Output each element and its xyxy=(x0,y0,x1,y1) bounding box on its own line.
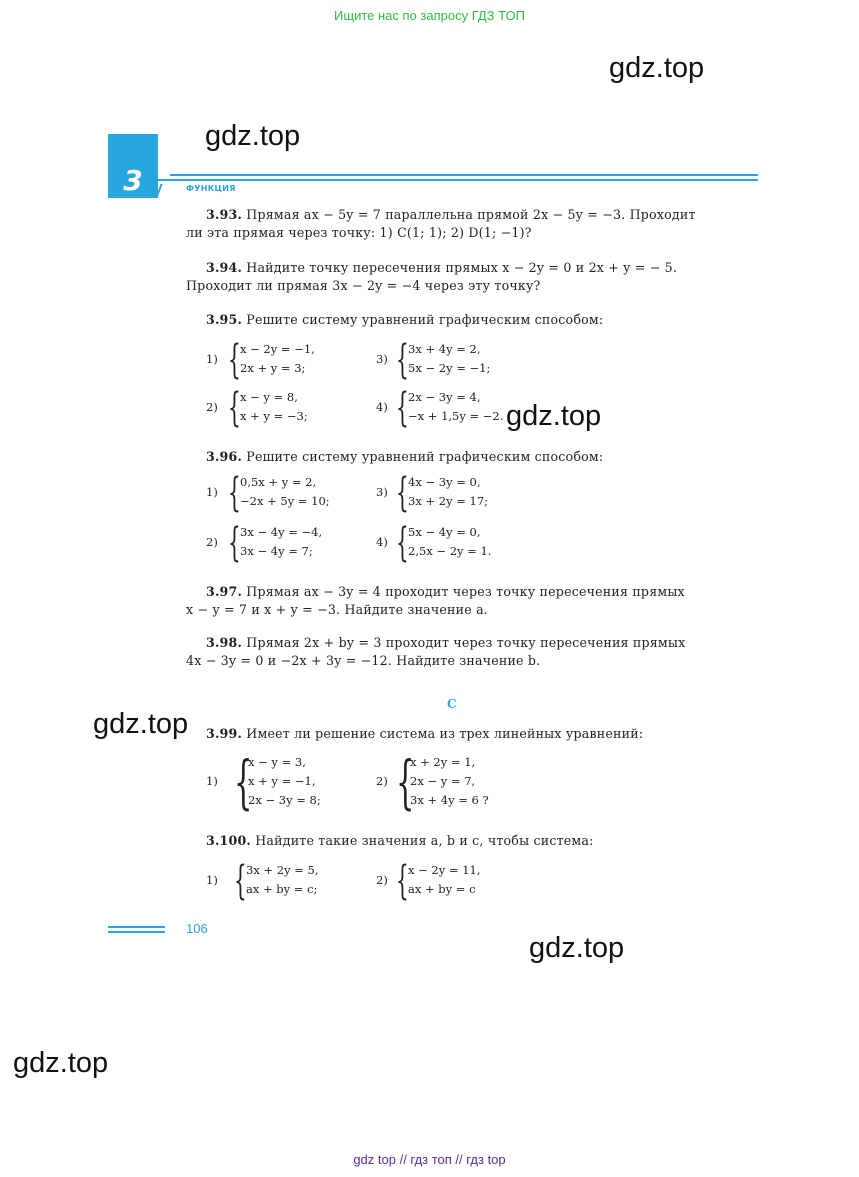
problem-3-95 xyxy=(206,311,716,329)
problem-text: Прямая ax − 3y = 4 проходит через точку пересечения прямых xyxy=(246,584,685,599)
problem-3-93 xyxy=(186,206,716,242)
problem-text: Проходит ли прямая 3x − 2y = −4 через эту точку? xyxy=(186,278,541,293)
problem-text: Прямая ax − 5y = 7 параллельна прямой 2x − 5y = −3. Проходит xyxy=(246,207,696,222)
problem-text: Решите систему уравнений графическим способом: xyxy=(246,312,604,327)
problem-number: 3.94. xyxy=(206,260,243,275)
problem-text: Решите систему уравнений графическим способом: xyxy=(246,449,604,464)
watermark: gdz.top xyxy=(529,932,625,964)
problem-3-99 xyxy=(206,725,716,743)
problem-number: 3.99. xyxy=(206,726,243,741)
header-rule-slant xyxy=(155,184,180,198)
problem-text: Имеет ли решение система из трех линейных уравнений: xyxy=(246,726,644,741)
problem-number: 3.93. xyxy=(206,207,243,222)
problem-text: x − y = 7 и x + y = −3. Найдите значение a. xyxy=(186,602,489,617)
problem-3-100 xyxy=(206,832,716,850)
problem-number: 3.100. xyxy=(206,833,252,848)
watermark: gdz.top xyxy=(93,708,189,740)
watermark: gdz.top xyxy=(609,52,705,84)
problem-number: 3.98. xyxy=(206,635,243,650)
footer-links[interactable]: gdz top // гдз топ // гдз top xyxy=(353,1152,506,1167)
problem-number: 3.95. xyxy=(206,312,243,327)
watermark: gdz.top xyxy=(506,400,602,432)
footer-rule-bottom xyxy=(108,931,165,933)
problem-text: Найдите точку пересечения прямых x − 2y = 0 и 2x + y = − 5. xyxy=(246,260,678,275)
watermark: gdz.top xyxy=(13,1047,109,1079)
header-rule-middle xyxy=(158,179,758,181)
top-search-hint[interactable]: Ищите нас по запросу ГДЗ ТОП xyxy=(334,8,525,23)
problem-3-98 xyxy=(186,634,716,670)
problem-3-97 xyxy=(186,583,716,619)
header-rule-top xyxy=(170,174,758,176)
problem-text: ли эта прямая через точку: 1) C(1; 1); 2) D(1; −1)? xyxy=(186,225,532,240)
problem-3-96 xyxy=(206,448,716,466)
problem-number: 3.97. xyxy=(206,584,243,599)
problem-text: 4x − 3y = 0 и −2x + 3y = −12. Найдите значение b. xyxy=(186,653,541,668)
problem-text: Прямая 2x + by = 3 проходит через точку пересечения прямых xyxy=(246,635,686,650)
page-number: 106 xyxy=(186,921,208,936)
problem-number: 3.96. xyxy=(206,449,243,464)
footer-rule-top xyxy=(108,926,165,928)
chapter-title: ФУНКЦИЯ xyxy=(186,184,236,193)
section-label-c: C xyxy=(447,697,457,711)
problem-text: Найдите такие значения a, b и c, чтобы система: xyxy=(255,833,594,848)
chapter-number: 3 xyxy=(123,164,143,197)
watermark: gdz.top xyxy=(205,120,301,152)
problem-3-94 xyxy=(186,259,716,295)
